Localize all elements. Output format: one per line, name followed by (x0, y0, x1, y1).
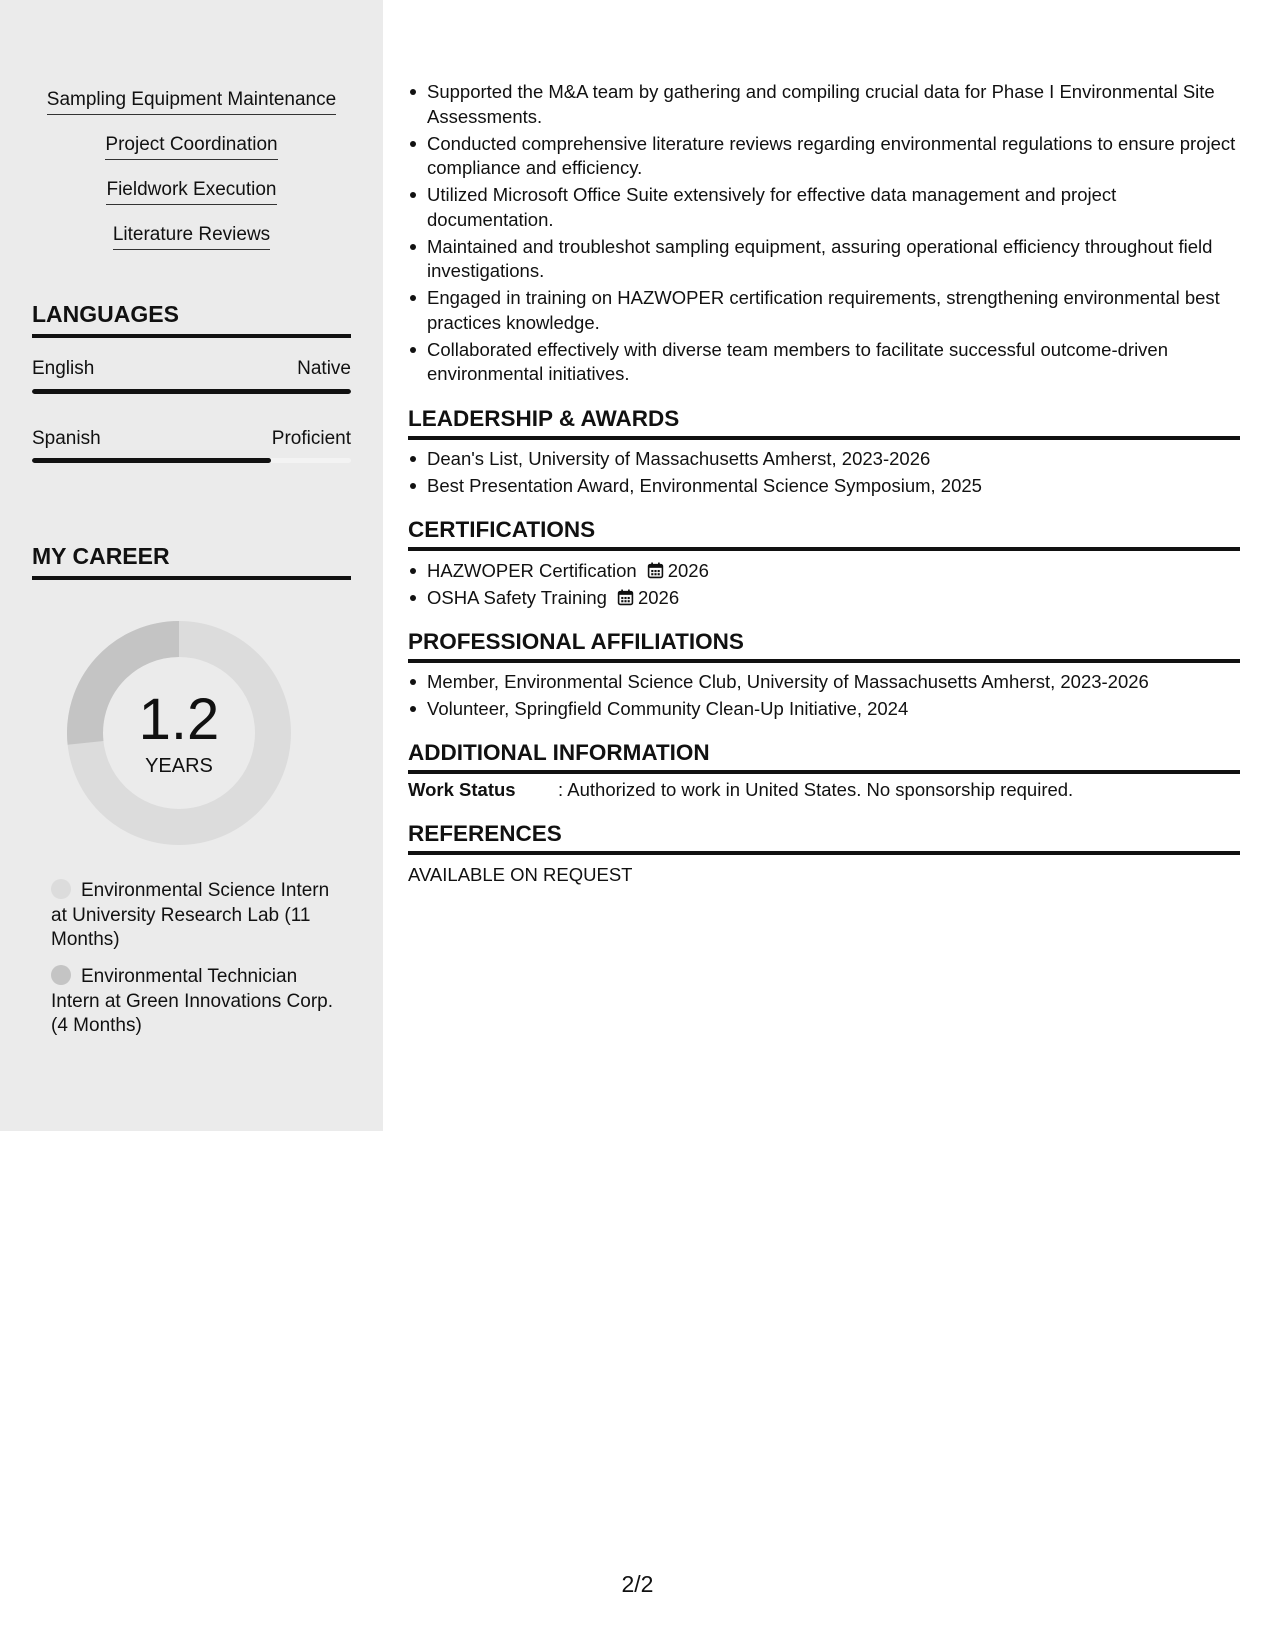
career-total-value: 1.2 (138, 687, 220, 752)
list-item: Engaged in training on HAZWOPER certification requirements, strengthening environmental best practices knowledge. (408, 286, 1240, 335)
additional-info-heading: ADDITIONAL INFORMATION (408, 739, 1240, 774)
page-number: 2/2 (621, 1571, 654, 1597)
certification-name: HAZWOPER Certification (427, 560, 637, 581)
certification-year: 2026 (667, 560, 709, 581)
career-item: Environmental Science Intern at University Research Lab (11 Months) (51, 880, 330, 950)
skills-list (0, 88, 383, 268)
language-bar-spanish (32, 458, 351, 463)
certifications-list (408, 559, 1240, 612)
language-name: English (32, 358, 95, 379)
skill-item: Fieldwork Execution (0, 178, 383, 223)
skill-item: Literature Reviews (0, 223, 383, 268)
list-item: Volunteer, Springfield Community Clean-Up Initiative, 2024 (408, 697, 1240, 722)
list-item (408, 559, 1240, 584)
list-item: Supported the M&A team by gathering and compiling crucial data for Phase I Environmental Site Assessments. (408, 80, 1240, 129)
language-bar-fill (32, 458, 271, 463)
list-item: Dean's List, University of Massachusetts Amherst, 2023-2026 (408, 447, 1240, 472)
list-item: Conducted comprehensive literature reviews regarding environmental regulations to ensure project compliance and efficiency. (408, 132, 1240, 181)
references-heading: REFERENCES (408, 820, 1240, 855)
affiliations-list (408, 670, 1240, 723)
career-item: Environmental Technician Intern at Green Innovations Corp. (4 Months) (51, 966, 333, 1036)
career-heading: MY CAREER (32, 542, 351, 580)
skill-item: Sampling Equipment Maintenance (0, 88, 383, 133)
list-item: Member, Environmental Science Club, University of Massachusetts Amherst, 2023-2026 (408, 670, 1240, 695)
list-item: Collaborated effectively with diverse team members to facilitate successful outcome-driven environmental initiatives. (408, 338, 1240, 387)
work-status-value: : Authorized to work in United States. No sponsorship required. (558, 779, 1074, 800)
awards-list (408, 447, 1240, 500)
sidebar (0, 0, 383, 1131)
list-item (408, 586, 1240, 611)
career-total-unit: YEARS (145, 755, 213, 777)
language-level: Proficient (271, 428, 351, 449)
list-item: Maintained and troubleshot sampling equipment, assuring operational efficiency throughout field investigations. (408, 235, 1240, 284)
list-item: Utilized Microsoft Office Suite extensively for effective data management and project documentation. (408, 183, 1240, 232)
language-level: Native (297, 358, 351, 379)
legend-dot (51, 965, 71, 985)
affiliations-heading: PROFESSIONAL AFFILIATIONS (408, 628, 1240, 663)
work-status-row (408, 778, 1240, 802)
certifications-heading: CERTIFICATIONS (408, 516, 1240, 551)
language-bar-english (32, 389, 351, 394)
language-name: Spanish (32, 428, 101, 449)
calendar-icon (647, 562, 664, 579)
skill-item: Project Coordination (0, 133, 383, 178)
certification-year: 2026 (637, 586, 680, 608)
references-text: AVAILABLE ON REQUEST (408, 864, 633, 885)
language-row-english (32, 357, 351, 381)
legend-dot (51, 879, 71, 899)
work-status-label: Work Status (408, 779, 516, 800)
awards-heading: LEADERSHIP & AWARDS (408, 405, 1240, 440)
calendar-icon (617, 589, 634, 606)
language-bar-fill (32, 389, 351, 394)
languages-heading: LANGUAGES (32, 300, 351, 338)
experience-bullets (408, 80, 1240, 389)
language-row-spanish (32, 427, 351, 451)
certification-name: OSHA Safety Training (427, 586, 607, 608)
list-item: Best Presentation Award, Environmental Science Symposium, 2025 (408, 474, 1240, 499)
